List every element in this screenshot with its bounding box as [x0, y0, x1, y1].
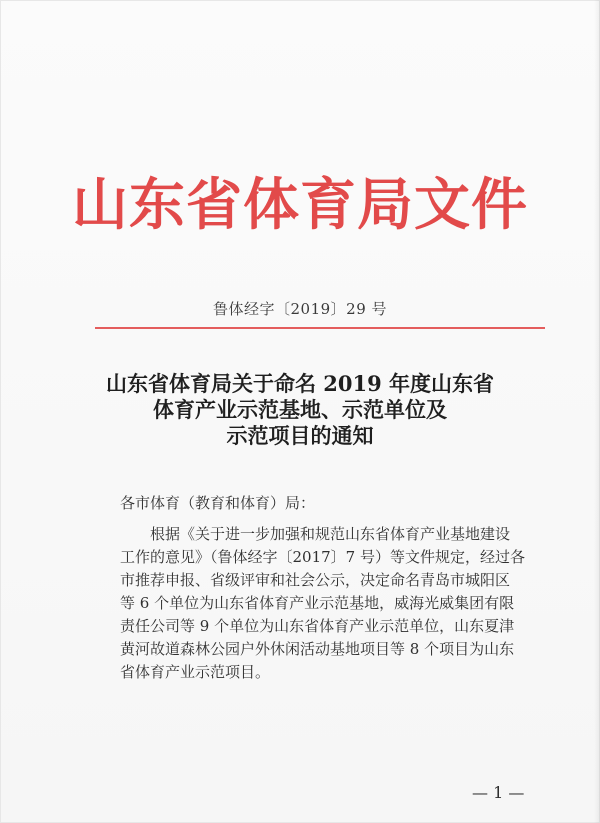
document-number: 鲁体经字〔2019〕29 号 [212, 300, 388, 318]
salutation: 各市体育（教育和体育）局： [120, 494, 316, 512]
notice-title [0, 371, 600, 449]
body-line: 黄河故道森林公园户外休闲活动基地项目等 8 个项目为山东 [120, 640, 515, 658]
page-number: — 1 — [472, 783, 525, 802]
red-divider-line [95, 327, 545, 329]
notice-title-line: 示范项目的通知 [226, 423, 374, 448]
body-line: 责任公司等 9 个单位为山东省体育产业示范单位，山东夏津 [120, 617, 515, 635]
notice-body [120, 523, 540, 684]
body-line: 市推荐申报、省级评审和社会公示，决定命名青岛市城阳区 [120, 571, 511, 589]
notice-title-line: 山东省体育局关于命名 2019 年度山东省 [105, 371, 495, 396]
body-line: 工作的意见》（鲁体经字〔2017〕7 号）等文件规定，经过各 [120, 548, 525, 566]
document-header-title: 山东省体育局文件 [72, 173, 528, 238]
body-line: 省体育产业示范项目。 [120, 663, 271, 681]
notice-title-line: 体育产业示范基地、示范单位及 [153, 397, 447, 422]
body-line: 等 6 个单位为山东省体育产业示范基地，威海光威集团有限 [120, 594, 515, 612]
body-line: 根据《关于进一步加强和规范山东省体育产业基地建设 [120, 525, 511, 543]
